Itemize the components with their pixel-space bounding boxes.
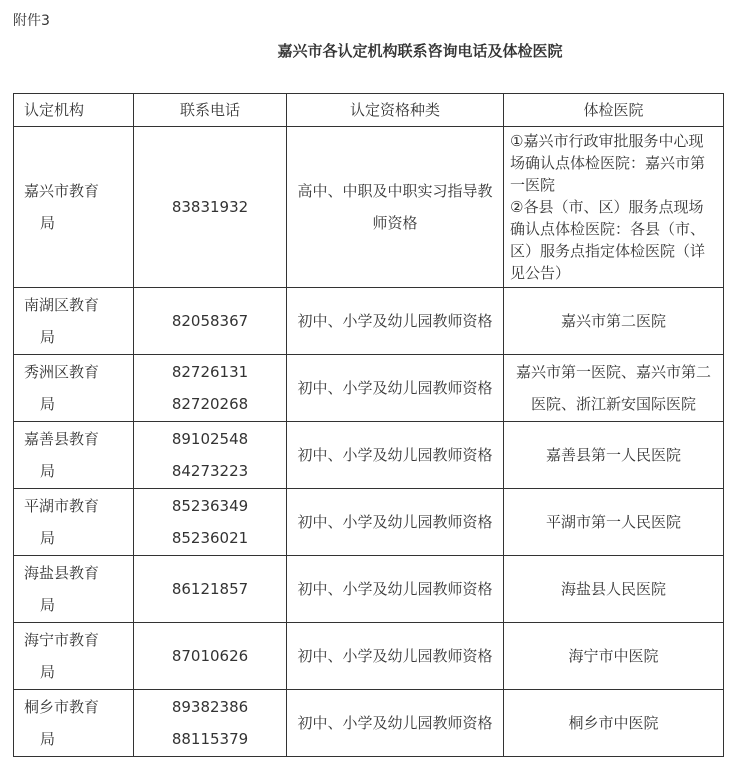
phone-cell: 86121857 [134,556,287,623]
qualification-cell: 初中、小学及幼儿园教师资格 [287,422,504,489]
table-row [14,690,724,757]
attachment-label: 附件3 [13,13,50,29]
qualification-cell: 初中、小学及幼儿园教师资格 [287,623,504,690]
hospital-cell: 海宁市中医院 [504,623,724,690]
org-cell: 南湖区教育局 [14,288,134,355]
phone-cell: 89102548 84273223 [134,422,287,489]
table-header [14,94,724,127]
document-title: 嘉兴市各认定机构联系咨询电话及体检医院 [277,42,563,60]
table-row [14,127,724,288]
hospital-cell: 嘉兴市第一医院、嘉兴市第二医院、浙江新安国际医院 [504,355,724,422]
contact-table [13,93,724,757]
header-org: 认定机构 [14,94,134,127]
phone-cell: 82058367 [134,288,287,355]
hospital-line: ②各县（市、区）服务点现场确认点体检医院：各县（市、区）服务点指定体检医院（详见公告） [510,198,706,282]
org-cell: 嘉兴市教育局 [14,127,134,288]
org-cell: 嘉善县教育局 [14,422,134,489]
phone-cell: 87010626 [134,623,287,690]
qualification-cell: 初中、小学及幼儿园教师资格 [287,355,504,422]
org-cell: 桐乡市教育局 [14,690,134,757]
qualification-cell: 初中、小学及幼儿园教师资格 [287,556,504,623]
org-cell: 秀洲区教育局 [14,355,134,422]
qualification-cell: 初中、小学及幼儿园教师资格 [287,288,504,355]
header-hospital: 体检医院 [504,94,724,127]
phone-cell: 82726131 82720268 [134,355,287,422]
table-row [14,489,724,556]
table-row [14,288,724,355]
hospital-cell: 嘉善县第一人民医院 [504,422,724,489]
qualification-cell: 初中、小学及幼儿园教师资格 [287,690,504,757]
table-row [14,355,724,422]
org-cell: 海盐县教育局 [14,556,134,623]
table-row [14,422,724,489]
qualification-cell: 初中、小学及幼儿园教师资格 [287,489,504,556]
phone-cell: 83831932 [134,127,287,288]
hospital-cell: 桐乡市中医院 [504,690,724,757]
qualification-cell: 高中、中职及中职实习指导教师资格 [287,127,504,288]
table-row [14,556,724,623]
hospital-cell: 海盐县人民医院 [504,556,724,623]
phone-cell: 89382386 88115379 [134,690,287,757]
header-phone: 联系电话 [134,94,287,127]
phone-cell: 85236349 85236021 [134,489,287,556]
hospital-line: ①嘉兴市行政审批服务中心现场确认点体检医院：嘉兴市第一医院 [510,132,706,194]
org-cell: 平湖市教育局 [14,489,134,556]
header-qualification: 认定资格种类 [287,94,504,127]
hospital-cell: 平湖市第一人民医院 [504,489,724,556]
table-row [14,623,724,690]
hospital-cell [504,127,724,288]
org-cell: 海宁市教育局 [14,623,134,690]
hospital-cell: 嘉兴市第二医院 [504,288,724,355]
